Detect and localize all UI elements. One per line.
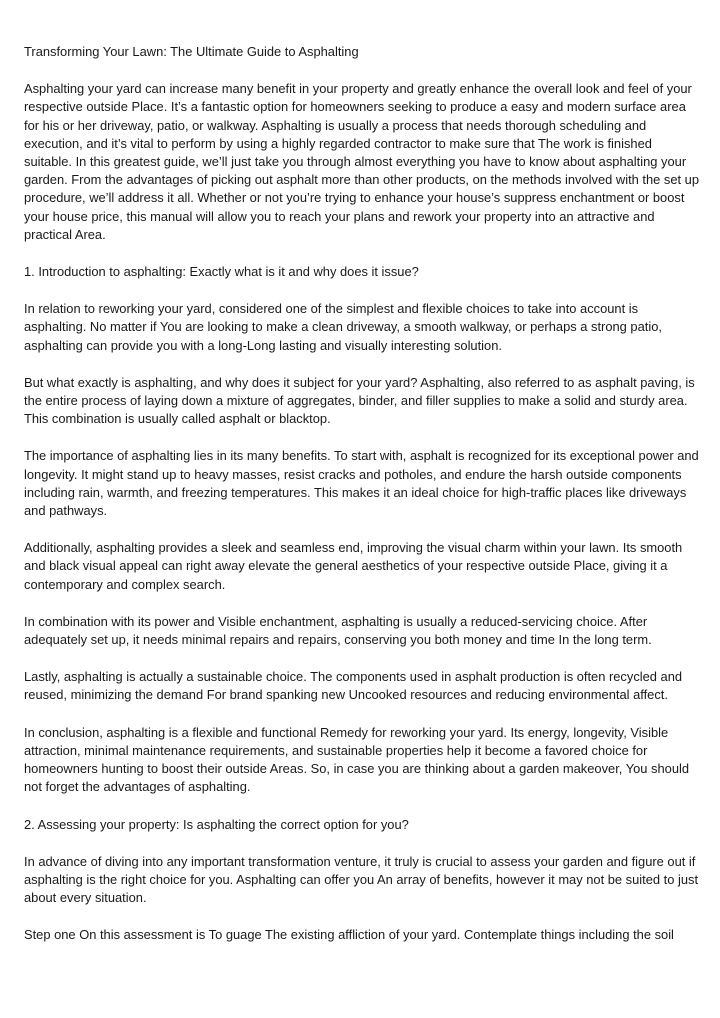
document-title: Transforming Your Lawn: The Ultimate Guide to Asphalting <box>24 44 359 59</box>
paragraph: Additionally, asphalting provides a sleek and seamless end, improving the visual charm within your lawn. Its smooth and black visual appeal can right away elevate the general aesthetics of your respective outside Place, giving it a contemporary and complex search. <box>24 540 683 592</box>
paragraph: In advance of diving into any important transformation venture, it truly is crucial to assess your garden and figure out if asphalting is the right choice for you. Asphalting can offer you An array of benefits, however it may not be suited to just about every situation. <box>24 853 699 906</box>
section-heading-1: 1. Introduction to asphalting: Exactly what is it and why does it issue? <box>24 264 419 280</box>
paragraph: But what exactly is asphalting, and why does it subject for your yard? Asphalting, also referred to as asphalt paving, is the entire process of laying down a mixture of aggregates, binder, and filler supplies to make a solid and sturdy area. This combination is usually called asphalt or blacktop. <box>24 374 695 427</box>
paragraph: In combination with its power and Visible enchantment, asphalting is usually a reduced-servicing choice. After adequately set up, it needs minimal repairs and repairs, conserving you both money and time In the long term. <box>24 613 652 648</box>
paragraph: In conclusion, asphalting is a flexible and functional Remedy for reworking your yard. Its energy, longevity, Visible attraction, minimal maintenance requirements, and sustainable properties help it become a favored choice for homeowners hunting to boost their outside Areas. So, in case you are thinking about a garden makeover, You should not forget the advantages of asphalting. <box>24 724 690 795</box>
paragraph: Lastly, asphalting is actually a sustainable choice. The components used in asphalt production is often recycled and reused, minimizing the demand For brand spanking new Uncooked resources and reducing environmental affect. <box>24 669 683 703</box>
section-heading-2: 2. Assessing your property: Is asphalting the correct option for you? <box>24 816 409 832</box>
paragraph: Step one On this assessment is To guage The existing affliction of your yard. Contemplate things including the soil <box>24 927 674 943</box>
paragraph-intro: Asphalting your yard can increase many benefit in your property and greatly enhance the overall look and feel of your respective outside Place. It’s a fantastic option for homeowners seeking to produce a easy and modern surface area for his or her driveway, patio, or walkway. Asphalting is usually a process that needs thorough scheduling and execution, and it’s vital to perform by using a highly regarded contractor to make sure that The work is finished suitable. In this greatest guide, we’ll just take you through almost everything you have to know about asphalting your garden. From the advantages of picking out asphalt more than other products, on the methods involved with the set up procedure, we’ll address it all. Whether or not you’re trying to enhance your house’s suppress enchantment or boost your house price, this manual will allow you to reach your plans and rework your property into an attractive and practical Area. <box>24 81 700 242</box>
paragraph: In relation to reworking your yard, considered one of the simplest and flexible choices to take into account is asphalting. No matter if You are looking to make a clean driveway, a smooth walkway, or perhaps a strong patio, asphalting can provide you with a long-Long lasting and visually interesting solution. <box>24 301 662 353</box>
paragraph: The importance of asphalting lies in its many benefits. To start with, asphalt is recognized for its exceptional power and longevity. It might stand up to heavy masses, resist cracks and potholes, and endure the harsh outside components including rain, warmth, and freezing temperatures. This makes it an ideal choice for high-traffic places like driveways and pathways. <box>24 448 699 519</box>
document-body <box>24 43 700 964</box>
